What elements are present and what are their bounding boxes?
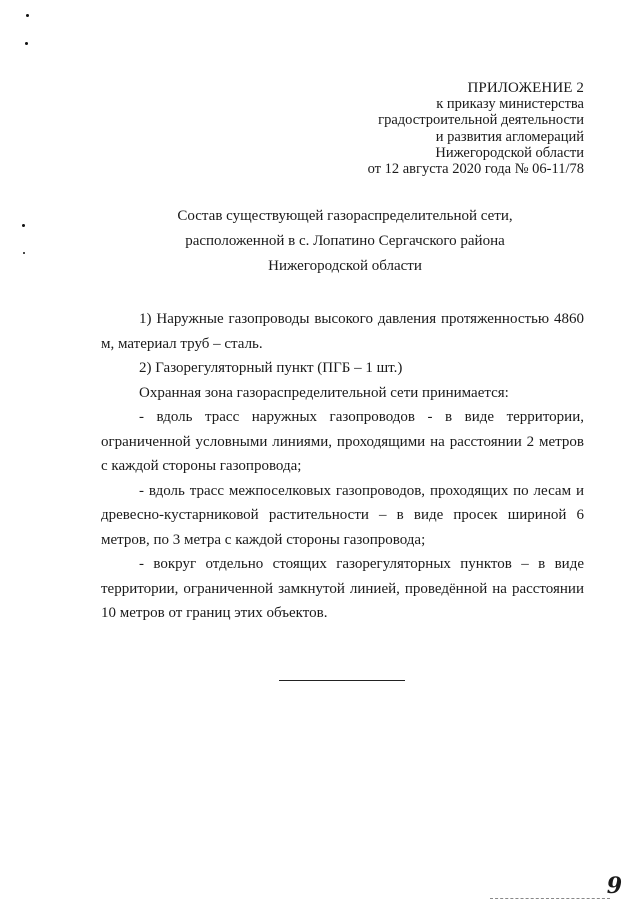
scan-dot bbox=[23, 252, 25, 254]
header-line: к приказу министерства bbox=[436, 96, 584, 113]
header-line: и развития агломераций bbox=[435, 128, 584, 145]
paragraph-protection-zone: Охранная зона газораспределительной сети принимается: bbox=[139, 384, 509, 401]
appendix-header bbox=[284, 80, 584, 177]
scan-dot bbox=[22, 224, 25, 227]
paragraph-regulator: 2) Газорегуляторный пункт (ПГБ – 1 шт.) bbox=[139, 360, 403, 376]
title-line: расположенной в с. Лопатино Сергачского района bbox=[185, 233, 505, 249]
paragraph-pipelines: 1) Наружные газопроводы высокого давления протяженностью 4860 м, материал труб – сталь. bbox=[101, 311, 584, 352]
title-line: Состав существующей газораспределительной сети, bbox=[177, 208, 513, 224]
paragraph-zone-item: - вдоль трасс межпоселковых газопроводов, проходящих по лесам и древесно-кустарниковой растительности – в виде просек шириной 6 метров, по 3 метра с каждой стороны газопровода; bbox=[101, 482, 584, 548]
scan-dot bbox=[26, 14, 29, 17]
document-body bbox=[101, 307, 584, 626]
scan-dot bbox=[25, 42, 28, 45]
header-line: градостроительной деятельности bbox=[378, 112, 584, 129]
title-line: Нижегородской области bbox=[268, 258, 422, 274]
page-number: 9 bbox=[606, 873, 622, 899]
header-line: Нижегородской области bbox=[435, 144, 584, 161]
document-title bbox=[100, 204, 590, 279]
appendix-title: ПРИЛОЖЕНИЕ 2 bbox=[467, 80, 584, 96]
paragraph-zone-item: - вдоль трасс наружных газопроводов - в виде территории, ограниченной условными линиями, проходящими на расстоянии 2 метров с каждой стороны газопровода; bbox=[101, 409, 584, 474]
scan-mark bbox=[490, 898, 610, 899]
paragraph-zone-item: - вокруг отдельно стоящих газорегуляторных пунктов – в виде территории, ограниченной замкнутой линией, проведённой на расстоянии 10 метров от границ этих объектов. bbox=[101, 556, 584, 621]
order-date-number: от 12 августа 2020 года № 06-11/78 bbox=[367, 161, 584, 178]
end-separator bbox=[279, 680, 405, 681]
